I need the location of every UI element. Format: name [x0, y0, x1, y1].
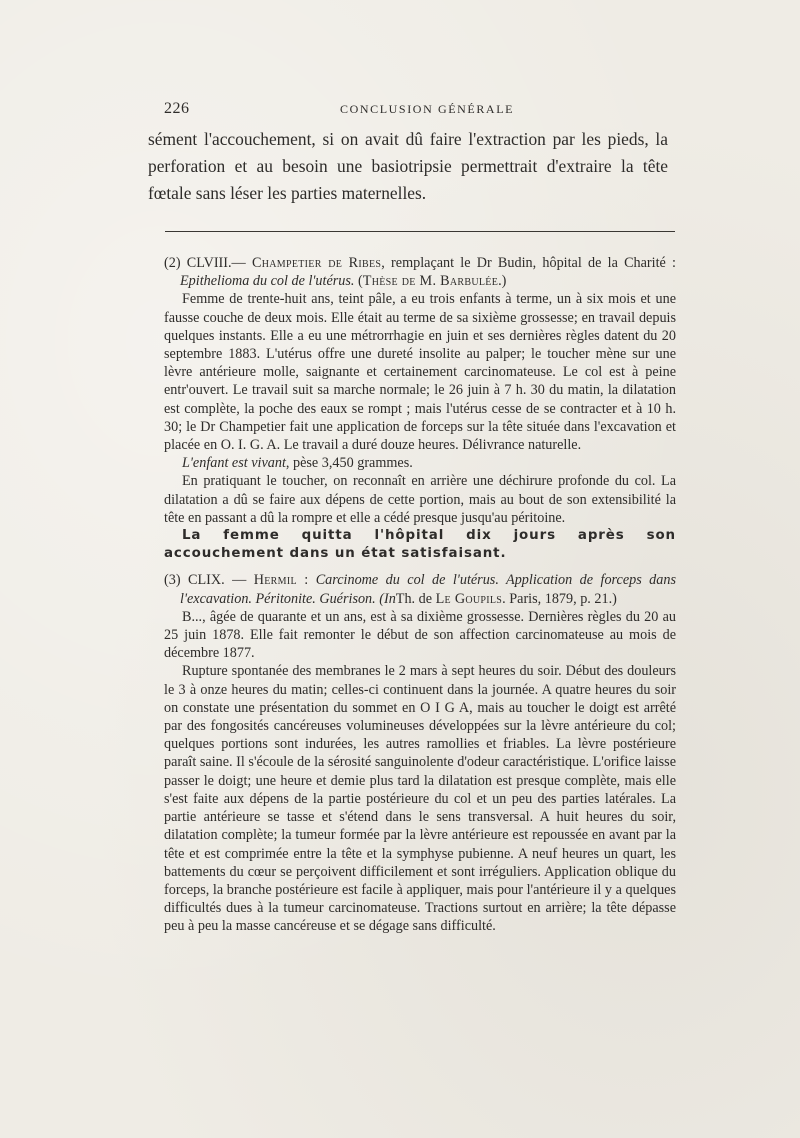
footnote-rule: [165, 231, 675, 232]
note-3-title: Carcinome du col de l'utérus. Application de forceps dans l'excavation. Péritonite. Guérison.: [180, 572, 676, 607]
note-3-colon: :: [296, 572, 309, 589]
note-3-source-tail: . Paris, 1879, p. 21.): [502, 590, 617, 607]
note-3-source-name: Le Goupils: [435, 590, 503, 607]
note-2-author-cont: , remplaçant le Dr Budin, hôpital de la Charité :: [381, 255, 677, 271]
note-2-author: Champetier de Ribes: [251, 255, 382, 271]
note-2-source-open: (: [358, 273, 363, 290]
note-3-source-rest: Th. de: [395, 590, 433, 607]
main-text: [148, 126, 668, 207]
note-2-exam: En pratiquant le toucher, on reconnaît en arrière une déchirure profonde du col. La dilatation a dû se faire aux dépens de cette portion, mais au bout de son extensibilité la tête en passant a dû la rompre et elle a cédé presque jusqu'au péritoine.: [164, 473, 676, 526]
footnotes: [164, 254, 676, 936]
note-2-source-label: Thèse de M. Barbulée: [362, 273, 499, 290]
page-number: 226: [164, 100, 190, 117]
note-3-source-open: [379, 591, 396, 607]
note-3-heading: [164, 571, 676, 607]
note-2-title: Epithelioma du col de l'utérus.: [180, 273, 355, 290]
note-3-author: Hermil: [253, 572, 297, 589]
note-2-ref: (2) CLVIII.—: [164, 255, 246, 271]
note-3-body-2: Rupture spontanée des membranes le 2 mars à sept heures du soir. Début des douleurs le 3 à onze heures du matin; celles-ci continuent dans la journée. A quatre heures du soir on constate une présentation du sommet en O I G A, mais au toucher le doigt est arrêté par des fongosités cancéreuses volumineuses développées sur la lèvre antérieure du col; quelques portions sont indurées, les autres ramollies et friables. La lèvre postérieure paraît saine. Il s'écoule de la sérosité sanguinolente d'odeur caractéristique. L'orifice laisse passer le doigt; une heure et demie plus tard la dilatation est presque complète, mais elle s'est faite aux dépens de la partie postérieure du col et un peu des parties latérales. La partie antérieure se tasse et s'étend dans le sens transversal. A huit heures du soir, dilatation complète; la tumeur formée par la lèvre antérieure est repoussée en avant par la tête et est comprimée entre la tête et la symphyse pubienne. A neuf heures un quart, les battements du cœur se perçoivent difficilement et sont irréguliers. Application oblique du forceps, la branche postérieure est facile à appliquer, mais pour l'antérieure il y a quelques difficultés dues à la tumeur carcinomateuse. Tractions surtout en arrière; la tête dépasse peu à peu la masse cancéreuse et se dégage sans difficulté.: [164, 663, 676, 935]
running-head: [164, 100, 684, 124]
note-2-outcome: La femme quitta l'hôpital dix jours après son accouchement dans un état satisfaisant.: [164, 528, 676, 562]
note-2-source-close: .): [498, 273, 507, 290]
note-2-infant: [164, 454, 676, 472]
note-2-infant-status: L'enfant est vivant: [182, 455, 286, 472]
note-3-body-1: B..., âgée de quarante et un ans, est à sa dixième grossesse. Dernières règles du 20 au 25 juin 1878. Elle fait remonter le début de son affection carcinomateuse au mois de décembre 1877.: [164, 608, 676, 662]
note-3-ref: (3) CLIX. —: [164, 572, 247, 589]
note-2-infant-weight: , pèse 3,450 grammes.: [285, 455, 413, 472]
note-2-body: Femme de trente-huit ans, teint pâle, a eu trois enfants à terme, un à six mois et une fausse couche de deux mois. Elle était au terme de sa sixième grossesse; en travail depuis quelques instants. Elle a eu une métrorrhagie en juin et ses dernières règles datent du 20 septembre 1883. L'utérus offre une dureté insolite au palper; le toucher mène sur une lèvre antérieure molle, saignante et certainement carcinomateuse. Le col est à peine entr'ouvert. Le travail suit sa marche normale; le 26 juin à 7 h. 30 du matin, la dilatation est complète, la poche des eaux se rompt ; mais l'utérus cesse de se contracter et à 10 h. 30; le Dr Champetier fait une application de forceps sur la tête située dans l'excavation et placée en O. I. G. A. Le travail a duré douze heures. Délivrance naturelle.: [164, 291, 676, 454]
main-paragraph: sément l'accouchement, si on avait dû faire l'extraction par les pieds, la perforation et au besoin une basiotripsie permettrait d'extraire la tête fœtale sans léser les parties maternelles.: [148, 129, 668, 203]
section-title: CONCLUSION GÉNÉRALE: [340, 102, 515, 116]
note-3-source-in: (In: [379, 590, 396, 607]
note-2-heading: [164, 254, 676, 290]
